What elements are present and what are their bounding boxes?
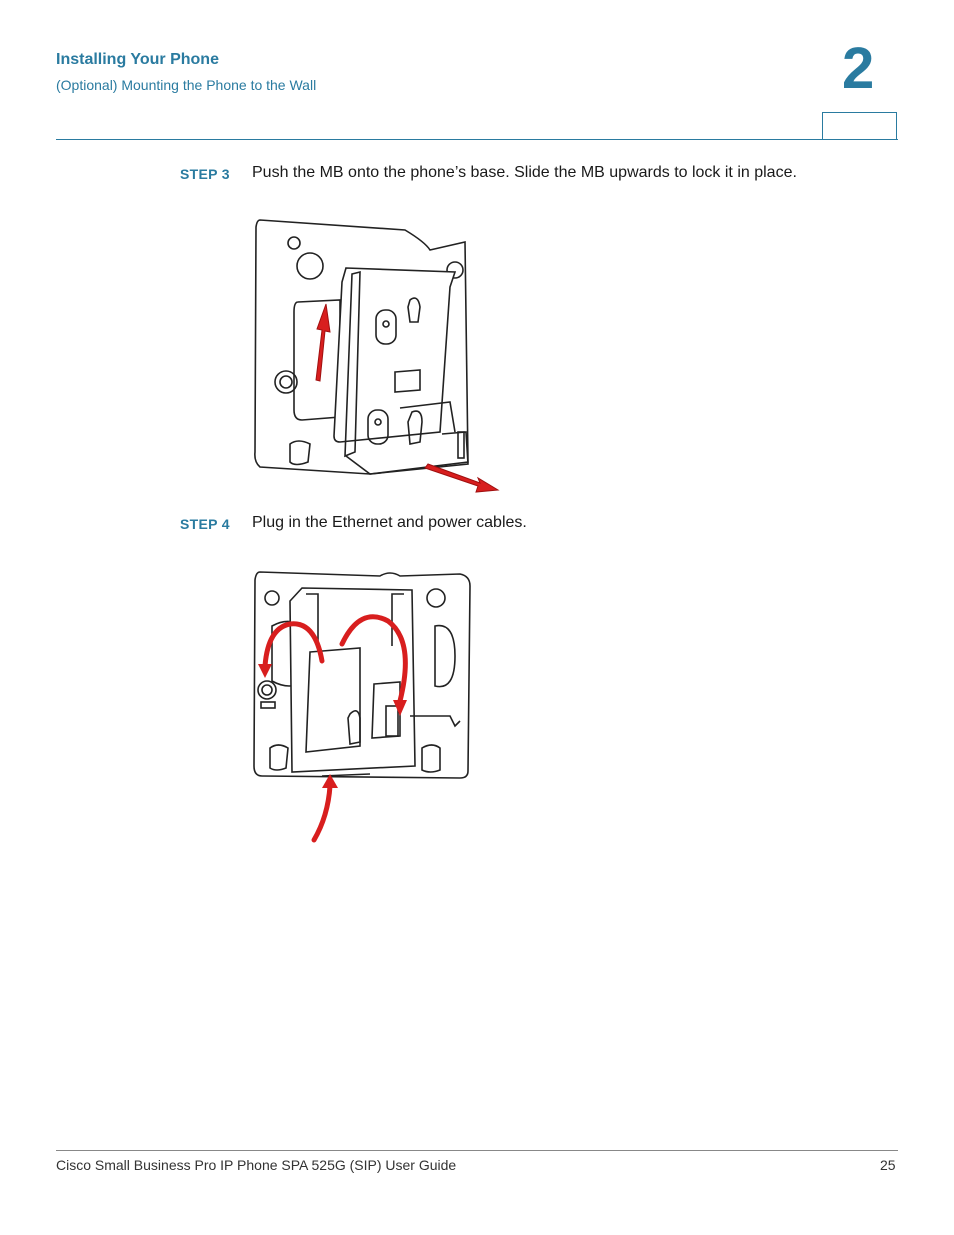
figure-plug-cables	[250, 566, 475, 848]
step-3-label: STEP 3	[180, 166, 230, 182]
header-rule	[56, 139, 898, 140]
footer-guide-title: Cisco Small Business Pro IP Phone SPA 525G (SIP) User Guide	[56, 1157, 457, 1173]
chapter-box	[822, 112, 897, 139]
step-4-text: Plug in the Ethernet and power cables.	[252, 514, 527, 531]
figure-mount-bracket	[250, 212, 506, 497]
step-3-text: Push the MB onto the phone’s base. Slide the MB upwards to lock it in place.	[252, 164, 797, 181]
step-4-label: STEP 4	[180, 516, 230, 532]
page-number: 25	[880, 1157, 896, 1173]
footer-rule	[56, 1150, 898, 1151]
section-title: Installing Your Phone	[56, 51, 219, 68]
chapter-number: 2	[842, 36, 875, 101]
section-subtitle: (Optional) Mounting the Phone to the Wall	[56, 77, 317, 93]
